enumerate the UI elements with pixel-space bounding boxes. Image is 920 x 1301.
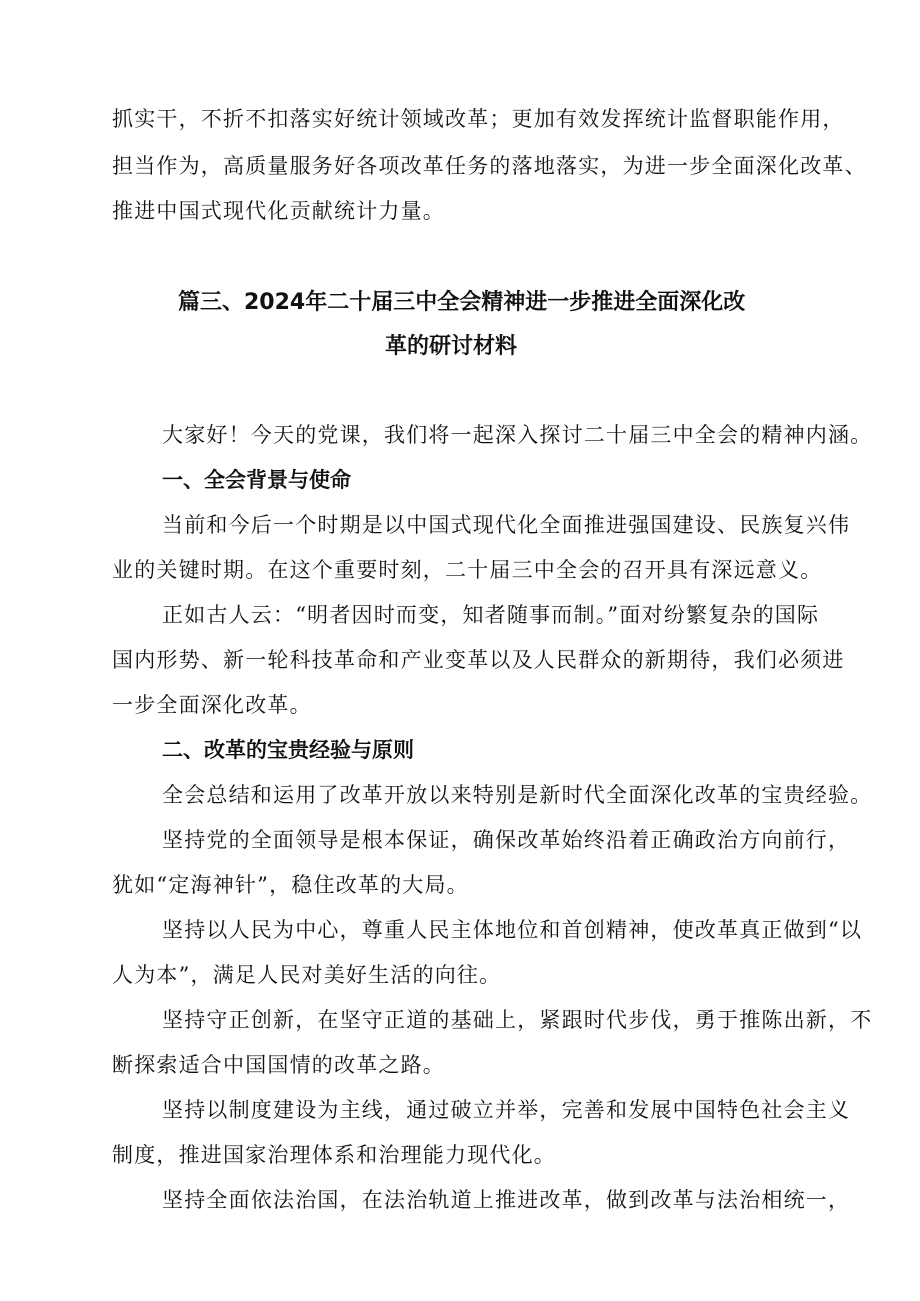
intro-paragraph: 大家好！今天的党课，我们将一起深入探讨二十届三中全会的精神内涵。 xyxy=(162,423,873,447)
section-1-paragraph-2-line-1: 正如古人云：“明者因时而变，知者随事而制。”面对纷繁复杂的国际 xyxy=(162,603,820,627)
section-2-paragraph-6-line-1: 坚持全面依法治国，在法治轨道上推进改革，做到改革与法治相统一， xyxy=(162,1188,851,1212)
section-2-paragraph-3-line-1: 坚持以人民为中心，尊重人民主体地位和首创精神，使改革真正做到“以 xyxy=(162,918,863,942)
prev-section-line-2: 担当作为，高质量服务好各项改革任务的落地落实，为进一步全面深化改革、 xyxy=(112,154,867,178)
section-1-paragraph-2-line-3: 一步全面深化改革。 xyxy=(112,693,312,717)
section-2-paragraph-2-line-1: 坚持党的全面领导是根本保证，确保改革始终沿着正确政治方向前行， xyxy=(162,828,851,852)
article-title-line-1: 篇三、2024年二十届三中全会精神进一步推进全面深化改 xyxy=(178,290,746,315)
section-2-paragraph-1: 全会总结和运用了改革开放以来特别是新时代全面深化改革的宝贵经验。 xyxy=(162,783,873,807)
section-1-paragraph-1-line-1: 当前和今后一个时期是以中国式现代化全面推进强国建设、民族复兴伟 xyxy=(162,513,851,537)
prev-section-line-3: 推进中国式现代化贡献统计力量。 xyxy=(112,199,445,223)
section-2-paragraph-2-line-2: 犹如“定海神针”，稳住改革的大局。 xyxy=(112,873,469,897)
section-1-paragraph-2-line-2: 国内形势、新一轮科技革命和产业变革以及人民群众的新期待，我们必须进 xyxy=(112,648,845,672)
article-title-line-2: 革的研讨材料 xyxy=(385,334,518,359)
section-2-paragraph-5-line-1: 坚持以制度建设为主线，通过破立并举，完善和发展中国特色社会主义 xyxy=(162,1098,851,1122)
section-1-heading: 一、全会背景与使命 xyxy=(162,468,351,492)
section-1-paragraph-1-line-2: 业的关键时期。在这个重要时刻，二十届三中全会的召开具有深远意义。 xyxy=(112,558,823,582)
section-2-paragraph-5-line-2: 制度，推进国家治理体系和治理能力现代化。 xyxy=(112,1143,556,1167)
section-2-paragraph-4-line-1: 坚持守正创新，在坚守正道的基础上，紧跟时代步伐，勇于推陈出新，不 xyxy=(162,1008,873,1032)
section-2-paragraph-3-line-2: 人为本”，满足人民对美好生活的向往。 xyxy=(112,963,502,987)
prev-section-line-1: 抓实干，不折不扣落实好统计领域改革；更加有效发挥统计监督职能作用， xyxy=(112,107,845,131)
section-2-paragraph-4-line-2: 断探索适合中国国情的改革之路。 xyxy=(112,1053,445,1077)
section-2-heading: 二、改革的宝贵经验与原则 xyxy=(162,738,414,762)
